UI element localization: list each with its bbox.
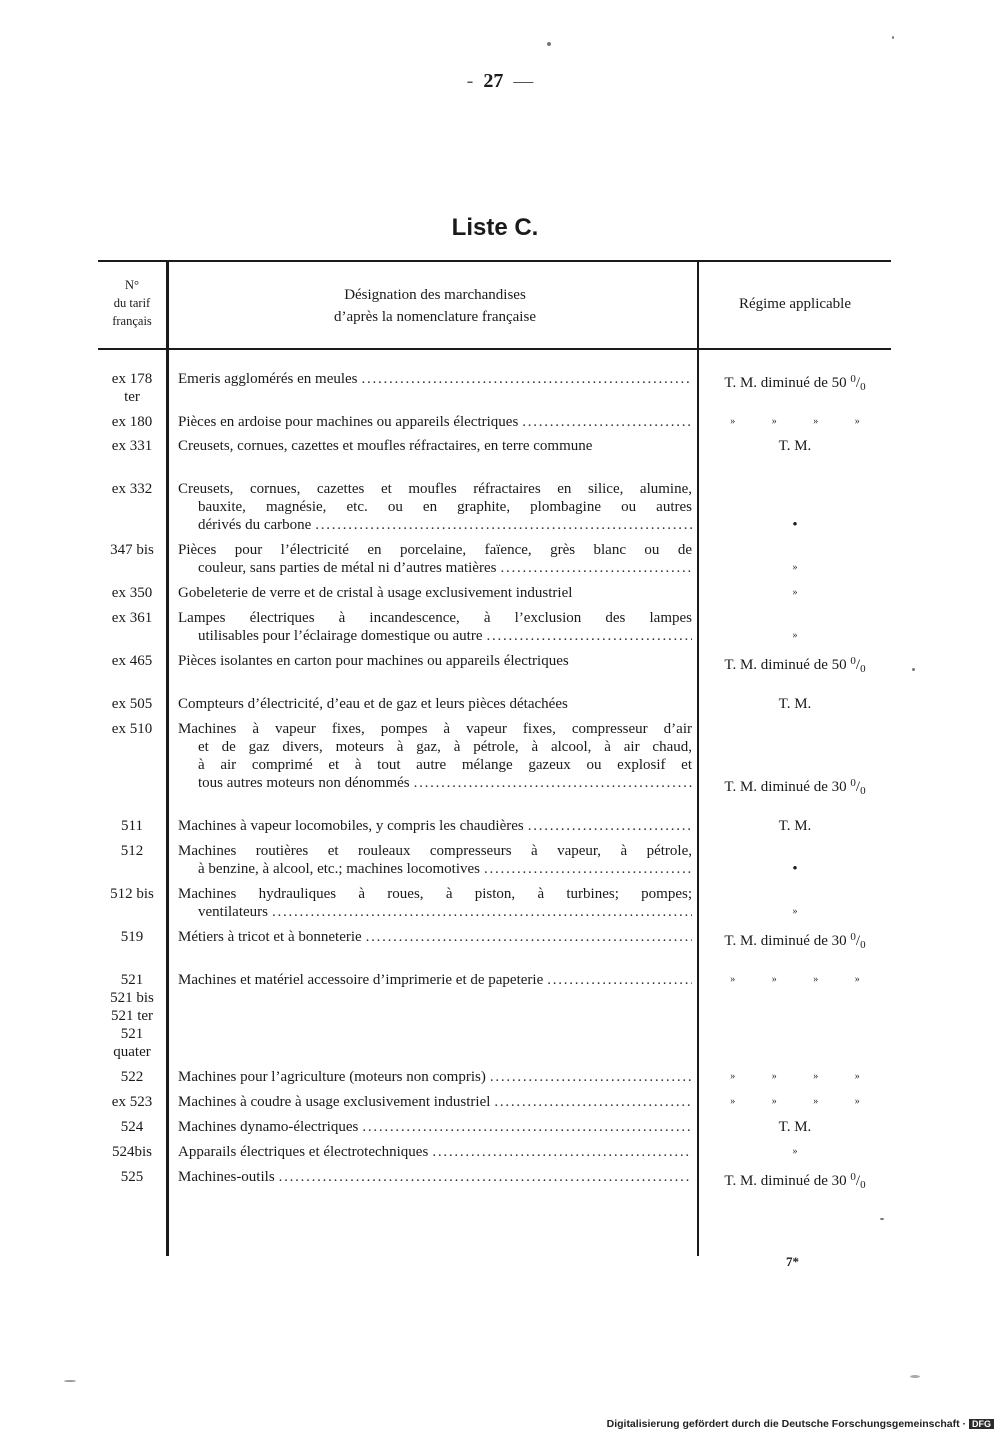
- scan-speck: [912, 668, 915, 671]
- row-regime-ditto: »: [792, 906, 798, 917]
- row-tariff-number: 524bis: [111, 1144, 152, 1160]
- row-designation: Machines-outils . . .: [178, 1168, 692, 1186]
- row-regime: T. M.: [778, 696, 812, 712]
- row-regime: T. M. diminué de 50 $^0/_0$: [724, 655, 866, 675]
- row-tariff-number: ex 180: [111, 414, 153, 430]
- row-designation: Machines et matériel accessoire d’imprimerie et de papeterie . . .: [178, 971, 692, 989]
- row-designation: Machines hydrauliques à roues, à piston, à turbines; pompes; ventilateurs . . .: [178, 885, 692, 921]
- row-tariff-number: ex 178 ter: [111, 371, 153, 405]
- row-regime-ditto: » » » »: [730, 416, 860, 427]
- signature-mark: 7*: [786, 1254, 799, 1269]
- row-tariff-number: 511: [121, 818, 143, 834]
- row-designation: Machines à vapeur locomobiles, y compris les chaudières . . .: [178, 817, 692, 835]
- row-tariff-number: 519: [120, 929, 144, 945]
- table-header-rule: [98, 348, 891, 350]
- row-regime-ditto: » » » »: [730, 974, 860, 985]
- row-designation: Creusets, cornues, cazettes et moufles réfractaires en silice, alumine, bauxite, magnésie, etc. ou en graphite, plombagine ou autres dérivés du carbone . . .: [178, 480, 692, 534]
- header-regime: Régime applicable: [738, 296, 852, 312]
- scan-speck: [880, 1218, 884, 1220]
- row-regime-ditto: •: [792, 861, 798, 877]
- row-tariff-number: ex 332: [111, 481, 153, 497]
- row-tariff-number: ex 331: [111, 438, 153, 454]
- row-tariff-number: ex 350: [111, 585, 153, 601]
- table-top-rule: [98, 260, 891, 262]
- row-tariff-number: 512 bis: [110, 886, 154, 902]
- scan-speck: [910, 1375, 920, 1378]
- row-designation: Emeris agglomérés en meules . . .: [178, 370, 692, 388]
- row-tariff-number: 522: [120, 1069, 144, 1085]
- row-regime: T. M. diminué de 30 $^0/_0$: [724, 777, 866, 797]
- row-designation: Pièces pour l’électricité en porcelaine, faïence, grès blanc ou de couleur, sans parties de métal ni d’autres matières . . .: [178, 541, 692, 577]
- page-number: - 27 —: [466, 70, 534, 92]
- row-designation: Creusets, cornues, cazettes et moufles réfractaires, en terre commune: [178, 438, 593, 454]
- scan-speck: [64, 1380, 76, 1382]
- digitization-footer: [607, 1418, 994, 1430]
- row-regime-ditto: » » » »: [730, 1071, 860, 1082]
- row-designation: Métiers à tricot et à bonneterie . . .: [178, 928, 692, 946]
- row-designation: Pièces isolantes en carton pour machines ou appareils électriques: [178, 653, 569, 669]
- row-regime-ditto: •: [792, 517, 798, 533]
- row-tariff-number: ex 361: [111, 610, 153, 626]
- row-regime: T. M. diminué de 30 $^0/_0$: [724, 931, 866, 951]
- row-regime: T. M.: [778, 1119, 812, 1135]
- column-divider-right: [697, 262, 699, 1256]
- dfg-logo: DFG: [969, 1419, 994, 1429]
- row-tariff-number: ex 523: [111, 1094, 153, 1110]
- row-regime-ditto: » » » »: [730, 1096, 860, 1107]
- row-tariff-number: ex 465: [111, 653, 153, 669]
- list-title: Liste C.: [451, 214, 539, 241]
- row-tariff-number: ex 510: [111, 721, 153, 737]
- row-tariff-number: 524: [120, 1119, 144, 1135]
- page-number-value: 27: [483, 70, 504, 92]
- row-regime-ditto: »: [792, 562, 798, 573]
- header-tariff-number: N° du tarif français: [112, 278, 152, 328]
- row-regime: T. M. diminué de 50 $^0/_0$: [724, 373, 866, 393]
- row-designation: Gobeleterie de verre et de cristal à usage exclusivement industriel: [178, 585, 573, 601]
- row-designation: Machines à vapeur fixes, pompes à vapeur fixes, compresseur d’air et de gaz divers, moteurs à gaz, à pétrole, à alcool, à air chaud, à air comprimé et à tout autre mélange gazeux ou explosif et tous autres moteurs non dénommés . . .: [178, 720, 692, 792]
- column-divider-left: [166, 262, 169, 1256]
- scan-speck: [892, 36, 894, 39]
- row-tariff-number: 525: [120, 1169, 144, 1185]
- row-regime-ditto: »: [792, 1146, 798, 1157]
- row-designation: Machines dynamo-électriques . . .: [178, 1118, 692, 1136]
- row-tariff-number: 347 bis: [110, 542, 154, 558]
- row-designation: Machines routières et rouleaux compresseurs à vapeur, à pétrole, à benzine, à alcool, etc.; machines locomotives . . .: [178, 842, 692, 878]
- row-designation: Apparails électriques et électrotechniques . . .: [178, 1143, 692, 1161]
- footer-text: Digitalisierung gefördert durch die Deutsche Forschungsgemeinschaft ·: [606, 1418, 966, 1430]
- row-regime-ditto: »: [792, 630, 798, 641]
- header-designation: Désignation des marchandises d’après la nomenclature française: [334, 287, 536, 325]
- row-designation: Machines pour l’agriculture (moteurs non compris) . . .: [178, 1068, 692, 1086]
- row-tariff-number: 512: [120, 843, 144, 859]
- row-tariff-number: ex 505: [111, 696, 153, 712]
- scan-speck: [547, 42, 551, 46]
- row-tariff-number: 521 521 bis 521 ter 521 quater: [110, 972, 154, 1060]
- row-designation: Lampes électriques à incandescence, à l’exclusion des lampes utilisables pour l’éclairage domestique ou autre . . .: [178, 609, 692, 645]
- row-regime: T. M.: [778, 818, 812, 834]
- row-designation: Compteurs d’électricité, d’eau et de gaz et leurs pièces détachées: [178, 696, 568, 712]
- row-regime: T. M. diminué de 30 $^0/_0$: [724, 1171, 866, 1191]
- row-regime: T. M.: [778, 438, 812, 454]
- row-designation: Machines à coudre à usage exclusivement industriel . . .: [178, 1093, 692, 1111]
- row-designation: Pièces en ardoise pour machines ou appareils électriques . . .: [178, 413, 692, 431]
- row-regime-ditto: »: [792, 587, 798, 598]
